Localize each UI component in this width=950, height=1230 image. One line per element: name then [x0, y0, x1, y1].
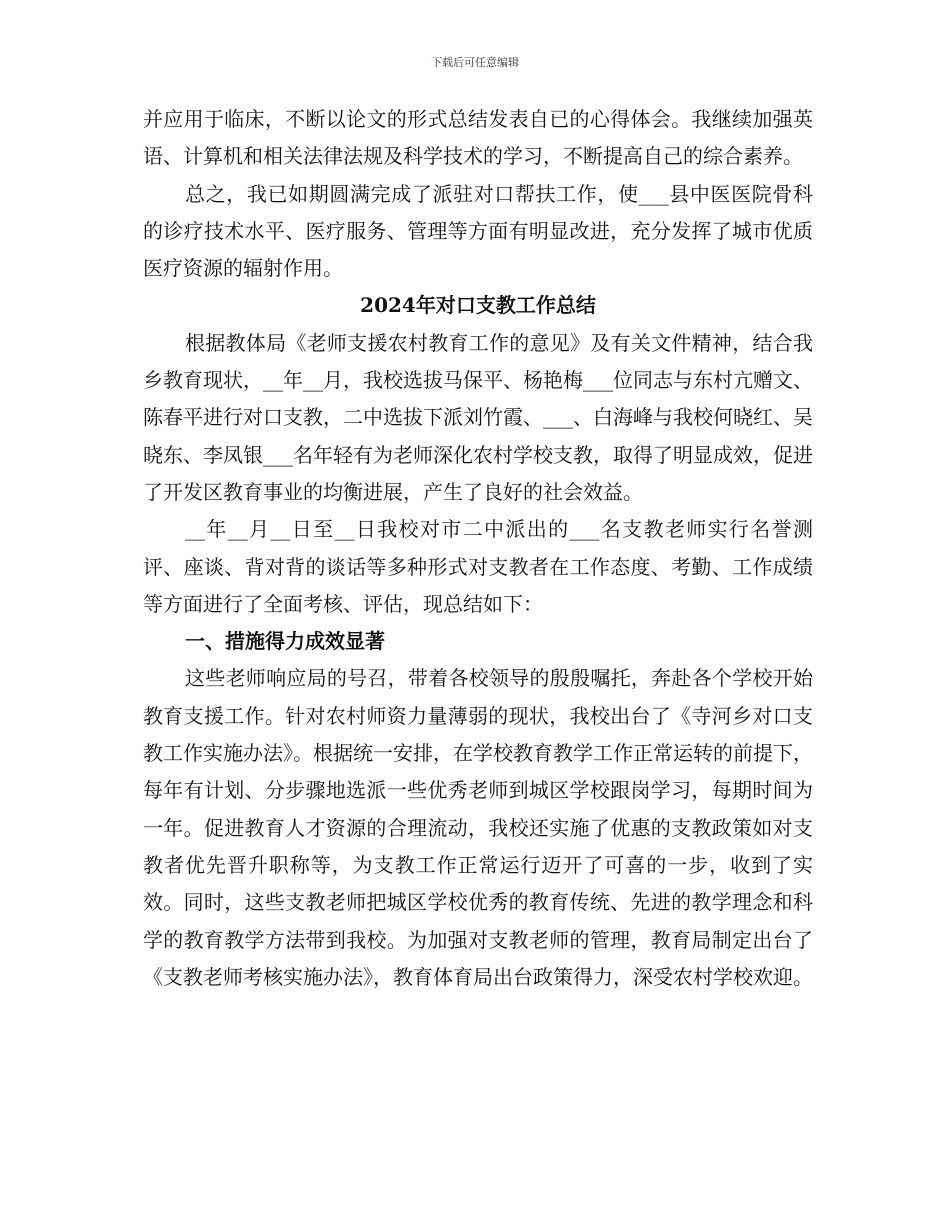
paragraph-measures: 这些老师响应局的号召，带着各校领导的殷殷嘱托，奔赴各个学校开始教育支援工作。针对农村师资力量薄弱的现状，我校出台了《寺河乡对口支教工作实施办法》。根据统一安排，在学校教育教学工作正常运转的前提下，每年有计划、分步骤地选派一些优秀老师到城区学校跟岗学习，每期时间为一年。促进教育人才资源的合理流动，我校还实施了优惠的支教政策如对支教者优先晋升职称等，为支教工作正常运行迈开了可喜的一步，收到了实效。同时，这些支教老师把城区学校优秀的教育传统、先进的教学理念和科学的教育教学方法带到我校。为加强对支教老师的管理，教育局制定出台了《支教老师考核实施办法》，教育体育局出台政策得力，深受农村学校欢迎。	[143, 666, 813, 989]
section-heading: 一、措施得力成效显著	[185, 629, 385, 654]
document-body	[143, 101, 813, 996]
paragraph-continuation: 并应用于临床，不断以论文的形式总结发表自已的心得体会。我继续加强英语、计算机和相关法律法规及科学技术的学习，不断提高自己的综合素养。	[143, 107, 813, 169]
paragraph-evaluation: __年__月__日至__日我校对市二中派出的___名支教老师实行名誉测评、座谈、背对背的谈话等多种形式对支教者在工作态度、考勤、工作成绩等方面进行了全面考核、评估，现总结如下：	[143, 517, 813, 616]
paragraph-conclusion: 总之，我已如期圆满完成了派驻对口帮扶工作，使___县中医医院骨科的诊疗技术水平、医疗服务、管理等方面有明显改进，充分发挥了城市优质医疗资源的辐射作用。	[143, 181, 813, 281]
page-header-note: 下载后可任意编辑	[431, 56, 519, 69]
document-title: 2024年对口支教工作总结	[360, 293, 596, 318]
paragraph-intro: 根据教体局《老师支援农村教育工作的意见》及有关文件精神，结合我乡教育现状，__年__月，我校选拔马保平、杨艳梅___位同志与东村亢赠文、陈春平进行对口支教，二中选拔下派刘竹霞、___、白海峰与我校何晓红、吴晓东、李凤银___名年轻有为老师深化农村学校支教，取得了明显成效，促进了开发区教育事业的均衡进展，产生了良好的社会效益。	[143, 330, 813, 504]
